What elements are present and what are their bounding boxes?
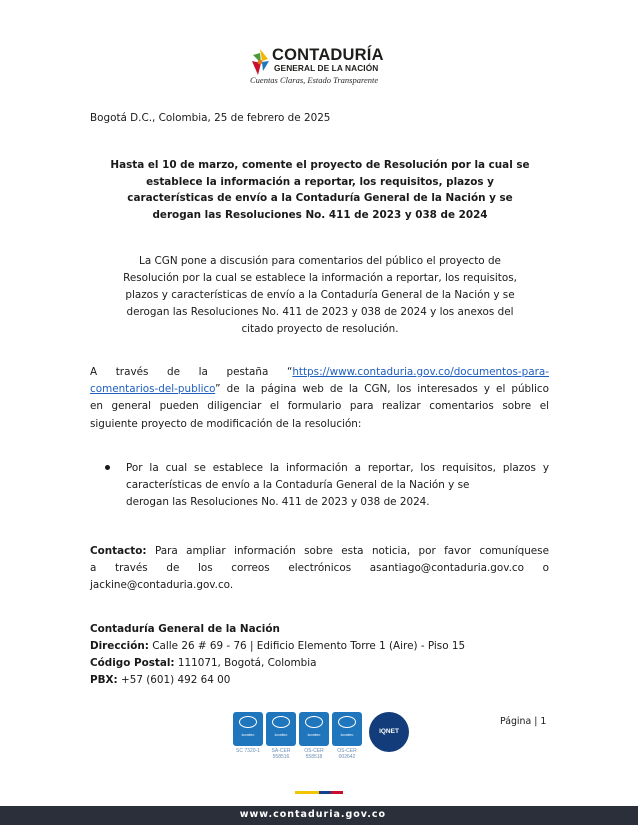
footer-website-link[interactable]: www.contaduria.gov.co (239, 809, 386, 820)
headline-line: derogan las Resoluciones No. 411 de 2023 y 038 de 2024 (152, 208, 488, 221)
intro-line: plazos y características de envío a la Contaduría General de la Nación y se (125, 289, 515, 301)
instructions-line (90, 381, 549, 398)
cgn-logo (250, 47, 395, 87)
pbx-value: +57 (601) 492 64 00 (117, 674, 231, 686)
cert-mark: icontec (274, 732, 288, 737)
cert-mark: icontec (241, 732, 255, 737)
iqnet-logo-icon (369, 712, 409, 752)
cert-mark: icontec (340, 732, 354, 737)
colombia-flag-strip (295, 791, 343, 794)
logo-subtitle: GENERAL DE LA NACIÓN (274, 63, 379, 73)
pbx-label: PBX: (90, 674, 118, 686)
intro-paragraph (88, 253, 552, 338)
cert-code: OS-CER 002642 (337, 748, 357, 760)
cert-code: SA-CER 558516 (271, 748, 291, 760)
contact-label: Contacto: (90, 545, 147, 557)
comments-link[interactable]: https://www.contaduria.gov.co/documentos-para- (292, 366, 549, 378)
bullet-marker (105, 465, 110, 470)
logo-tagline: Cuentas Claras, Estado Transparente (250, 75, 379, 85)
headline (88, 157, 552, 223)
instructions-paragraph (90, 364, 549, 433)
instructions-text: ” de la página web de la CGN, los interesados y el público (215, 383, 549, 396)
icontec-certification-icon (233, 712, 263, 746)
contact-text: Para ampliar información sobre esta noticia, por favor comuníquese (146, 545, 549, 557)
headline-line: establece la información a reportar, los requisitos, plazos y (146, 175, 494, 188)
icontec-certification-icon (332, 712, 362, 746)
contact-line: a través de los correos electrónicos asantiago@contaduria.gov.co o (90, 562, 549, 575)
instructions-text: A través de la pestaña “ (90, 366, 293, 378)
document-date: Bogotá D.C., Colombia, 25 de febrero de 2025 (90, 112, 331, 124)
intro-line: La CGN pone a discusión para comentarios del público el proyecto de (139, 255, 501, 267)
contact-paragraph (90, 543, 549, 595)
address-value: Calle 26 # 69 - 76 | Edificio Elemento Torre 1 (Aire) - Piso 15 (148, 640, 466, 652)
intro-line: derogan las Resoluciones No. 411 de 2023 y 038 de 2024 y los anexos del (126, 306, 514, 318)
cert-code: OS-CER 558518 (304, 748, 324, 760)
contact-line: jackine@contaduria.gov.co. (90, 579, 234, 592)
headline-line: características de envío a la Contaduría General de la Nación y se (127, 192, 513, 205)
contact-line (90, 543, 549, 560)
bullet-line: Por la cual se establece la información a reportar, los requisitos, plazos y (126, 462, 549, 474)
logo-title: CONTADURÍA (272, 46, 384, 64)
intro-line: Resolución por la cual se establece la información a reportar, los requisitos, (123, 272, 517, 284)
cgn-emblem-icon (250, 49, 270, 77)
instructions-line: en general pueden diligenciar el formulario para realizar comentarios sobre el (90, 400, 549, 413)
bullet-item (126, 460, 549, 512)
page-number: Página | 1 (500, 716, 547, 727)
postal-value: 111071, Bogotá, Colombia (174, 657, 317, 669)
address-label: Dirección: (90, 640, 149, 652)
instructions-line (90, 364, 549, 381)
cert-code: SC 7320-1 (236, 748, 260, 754)
postal-label: Código Postal: (90, 657, 175, 669)
iqnet-label: IQNET (379, 728, 399, 735)
bullet-line: características de envío a la Contaduría General de la Nación y se (126, 479, 470, 492)
icontec-certification-icon (299, 712, 329, 746)
intro-line: citado proyecto de resolución. (241, 323, 399, 335)
instructions-line: siguiente proyecto de modificación de la resolución: (90, 417, 362, 430)
footer-bar (0, 806, 638, 825)
icontec-certification-icon (266, 712, 296, 746)
comments-link-continued[interactable]: comentarios-del-publico (90, 383, 216, 396)
cert-mark: icontec (307, 732, 321, 737)
organization-name: Contaduría General de la Nación (90, 623, 280, 635)
organization-info (90, 621, 465, 689)
bullet-line: derogan las Resoluciones No. 411 de 2023 y 038 de 2024. (126, 496, 430, 509)
certification-logos (233, 712, 413, 774)
headline-line: Hasta el 10 de marzo, comente el proyecto de Resolución por la cual se (110, 159, 530, 171)
